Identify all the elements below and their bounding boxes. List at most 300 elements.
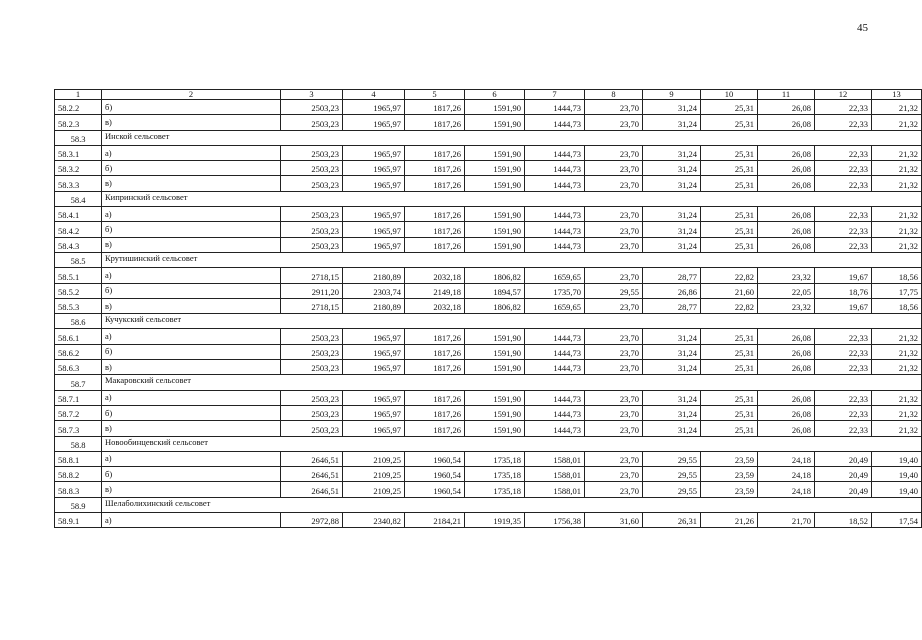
table-cell: 21,60 (701, 283, 758, 298)
row-code: 58.4.3 (55, 237, 102, 252)
table-cell: 1588,01 (525, 451, 585, 466)
row-code: 58.7 (55, 375, 102, 390)
table-cell: 1894,57 (465, 283, 525, 298)
table-cell: 21,32 (872, 145, 922, 160)
table-cell: 23,70 (585, 207, 643, 222)
row-variant: б) (102, 467, 281, 482)
table-cell: 31,24 (643, 100, 701, 115)
table-cell: 23,59 (701, 482, 758, 497)
table-cell: 1444,73 (525, 405, 585, 420)
table-cell: 23,32 (758, 268, 815, 283)
row-variant: б) (102, 344, 281, 359)
table-cell: 22,33 (815, 222, 872, 237)
table-cell: 25,31 (701, 100, 758, 115)
row-variant: а) (102, 145, 281, 160)
row-variant: в) (102, 360, 281, 375)
table-cell: 25,31 (701, 207, 758, 222)
table-cell: 1817,26 (405, 222, 465, 237)
table-row (55, 268, 922, 283)
table-cell: 26,08 (758, 145, 815, 160)
table-cell: 22,33 (815, 161, 872, 176)
table-row (55, 360, 922, 375)
table-cell: 2503,23 (281, 100, 343, 115)
column-header: 4 (343, 90, 405, 100)
page-number: 45 (857, 22, 868, 34)
row-variant: а) (102, 329, 281, 344)
section-title: Кипринский сельсовет (102, 191, 922, 206)
section-row (55, 252, 922, 267)
table-cell: 29,55 (643, 482, 701, 497)
section-row (55, 191, 922, 206)
table-cell: 31,24 (643, 390, 701, 405)
table-cell: 1591,90 (465, 145, 525, 160)
table-cell: 22,33 (815, 344, 872, 359)
table-cell: 26,08 (758, 360, 815, 375)
table-cell: 19,40 (872, 467, 922, 482)
column-header: 3 (281, 90, 343, 100)
table-cell: 22,33 (815, 329, 872, 344)
table-row (55, 482, 922, 497)
table-cell: 25,31 (701, 115, 758, 130)
table-cell: 2646,51 (281, 451, 343, 466)
table-cell: 2646,51 (281, 467, 343, 482)
table-cell: 18,52 (815, 513, 872, 528)
table-cell: 23,70 (585, 298, 643, 313)
table-cell: 1965,97 (343, 344, 405, 359)
table-cell: 26,08 (758, 421, 815, 436)
table-row (55, 100, 922, 115)
table-cell: 1817,26 (405, 100, 465, 115)
table-cell: 1817,26 (405, 405, 465, 420)
table-cell: 22,33 (815, 421, 872, 436)
table-cell: 1817,26 (405, 421, 465, 436)
table-cell: 2503,23 (281, 329, 343, 344)
row-code: 58.5 (55, 252, 102, 267)
table-header-row (55, 90, 922, 100)
table-cell: 1444,73 (525, 100, 585, 115)
table-row (55, 222, 922, 237)
table-cell: 2503,23 (281, 145, 343, 160)
section-row (55, 314, 922, 329)
table-cell: 2184,21 (405, 513, 465, 528)
row-variant: в) (102, 298, 281, 313)
table-cell: 23,70 (585, 237, 643, 252)
table-cell: 1591,90 (465, 390, 525, 405)
table-cell: 1965,97 (343, 115, 405, 130)
row-code: 58.5.2 (55, 283, 102, 298)
table-cell: 1588,01 (525, 467, 585, 482)
row-variant: б) (102, 405, 281, 420)
table-cell: 26,08 (758, 161, 815, 176)
table-cell: 25,31 (701, 390, 758, 405)
table-cell: 1817,26 (405, 145, 465, 160)
table-cell: 21,32 (872, 115, 922, 130)
column-header: 11 (758, 90, 815, 100)
table-cell: 1965,97 (343, 237, 405, 252)
table-cell: 23,70 (585, 145, 643, 160)
table-cell: 29,55 (643, 451, 701, 466)
table-cell: 23,70 (585, 344, 643, 359)
table-cell: 19,67 (815, 268, 872, 283)
section-title: Шелаболихинский сельсовет (102, 497, 922, 512)
table-cell: 1965,97 (343, 207, 405, 222)
table-cell: 2503,23 (281, 360, 343, 375)
table-cell: 1591,90 (465, 222, 525, 237)
table-cell: 1965,97 (343, 329, 405, 344)
table-cell: 21,32 (872, 421, 922, 436)
table-cell: 1735,18 (465, 451, 525, 466)
table-cell: 24,18 (758, 482, 815, 497)
table-cell: 19,40 (872, 451, 922, 466)
table-cell: 23,70 (585, 329, 643, 344)
table-cell: 21,32 (872, 176, 922, 191)
table-cell: 1965,97 (343, 405, 405, 420)
table-cell: 1444,73 (525, 145, 585, 160)
row-variant: б) (102, 100, 281, 115)
column-header: 8 (585, 90, 643, 100)
table-cell: 25,31 (701, 344, 758, 359)
table-row (55, 405, 922, 420)
table-cell: 21,32 (872, 100, 922, 115)
table-cell: 21,70 (758, 513, 815, 528)
table-cell: 31,24 (643, 222, 701, 237)
table-cell: 1444,73 (525, 176, 585, 191)
row-variant: б) (102, 161, 281, 176)
table-cell: 25,31 (701, 421, 758, 436)
table-cell: 1591,90 (465, 237, 525, 252)
row-code: 58.2.3 (55, 115, 102, 130)
table-row (55, 329, 922, 344)
table-cell: 2109,25 (343, 451, 405, 466)
table-cell: 22,82 (701, 298, 758, 313)
column-header: 7 (525, 90, 585, 100)
table-row (55, 298, 922, 313)
table-cell: 2503,23 (281, 222, 343, 237)
section-row (55, 497, 922, 512)
table-cell: 26,08 (758, 222, 815, 237)
table-cell: 22,33 (815, 360, 872, 375)
row-code: 58.5.1 (55, 268, 102, 283)
table-cell: 2032,18 (405, 268, 465, 283)
table-cell: 24,18 (758, 467, 815, 482)
row-variant: в) (102, 421, 281, 436)
table-cell: 21,32 (872, 207, 922, 222)
table-cell: 1591,90 (465, 405, 525, 420)
table-cell: 21,32 (872, 360, 922, 375)
table-cell: 21,32 (872, 405, 922, 420)
row-code: 58.8.1 (55, 451, 102, 466)
table-cell: 23,70 (585, 115, 643, 130)
table-cell: 31,24 (643, 207, 701, 222)
table-cell: 1965,97 (343, 145, 405, 160)
table-cell: 20,49 (815, 451, 872, 466)
row-code: 58.6.1 (55, 329, 102, 344)
table-row (55, 467, 922, 482)
section-row (55, 436, 922, 451)
table-cell: 26,08 (758, 405, 815, 420)
table-cell: 1817,26 (405, 237, 465, 252)
table-cell: 25,31 (701, 161, 758, 176)
table-cell: 17,54 (872, 513, 922, 528)
table-cell: 1960,54 (405, 451, 465, 466)
table-cell: 22,82 (701, 268, 758, 283)
table-cell: 31,24 (643, 344, 701, 359)
table-cell: 23,70 (585, 482, 643, 497)
table-cell: 1735,70 (525, 283, 585, 298)
row-code: 58.3 (55, 130, 102, 145)
section-row (55, 375, 922, 390)
table-cell: 26,08 (758, 100, 815, 115)
table-cell: 21,26 (701, 513, 758, 528)
row-code: 58.8 (55, 436, 102, 451)
table-row (55, 207, 922, 222)
table-cell: 1817,26 (405, 329, 465, 344)
table-cell: 1756,38 (525, 513, 585, 528)
table-row (55, 145, 922, 160)
table-cell: 2503,23 (281, 237, 343, 252)
table-cell: 20,49 (815, 482, 872, 497)
table-cell: 1591,90 (465, 207, 525, 222)
table-cell: 1591,90 (465, 115, 525, 130)
table-cell: 1817,26 (405, 161, 465, 176)
row-code: 58.5.3 (55, 298, 102, 313)
table-row (55, 390, 922, 405)
table-cell: 25,31 (701, 329, 758, 344)
table-cell: 1591,90 (465, 161, 525, 176)
table-row (55, 115, 922, 130)
table-cell: 20,49 (815, 467, 872, 482)
column-header: 9 (643, 90, 701, 100)
table-cell: 23,70 (585, 360, 643, 375)
table-cell: 29,55 (585, 283, 643, 298)
row-code: 58.4 (55, 191, 102, 206)
column-header: 5 (405, 90, 465, 100)
table-cell: 1817,26 (405, 390, 465, 405)
row-code: 58.9 (55, 497, 102, 512)
table-cell: 2109,25 (343, 482, 405, 497)
table-cell: 2032,18 (405, 298, 465, 313)
table-cell: 21,32 (872, 222, 922, 237)
table-cell: 31,60 (585, 513, 643, 528)
table-cell: 1659,65 (525, 268, 585, 283)
table-cell: 1444,73 (525, 222, 585, 237)
table-cell: 28,77 (643, 298, 701, 313)
table-cell: 22,33 (815, 390, 872, 405)
table-cell: 22,33 (815, 100, 872, 115)
table-cell: 26,08 (758, 329, 815, 344)
table-cell: 2340,82 (343, 513, 405, 528)
table-row (55, 176, 922, 191)
table-cell: 1965,97 (343, 161, 405, 176)
table-cell: 23,70 (585, 451, 643, 466)
table-cell: 23,59 (701, 467, 758, 482)
table-cell: 19,40 (872, 482, 922, 497)
row-code: 58.6 (55, 314, 102, 329)
section-title: Макаровский сельсовет (102, 375, 922, 390)
row-code: 58.9.1 (55, 513, 102, 528)
table-cell: 2972,88 (281, 513, 343, 528)
table-cell: 23,70 (585, 268, 643, 283)
table-cell: 25,31 (701, 176, 758, 191)
table-row (55, 161, 922, 176)
row-code: 58.2.2 (55, 100, 102, 115)
section-title: Новообинцевский сельсовет (102, 436, 922, 451)
table-cell: 1960,54 (405, 467, 465, 482)
column-header: 6 (465, 90, 525, 100)
table-cell: 1960,54 (405, 482, 465, 497)
table-cell: 1965,97 (343, 360, 405, 375)
table-cell: 1444,73 (525, 115, 585, 130)
table-cell: 22,33 (815, 237, 872, 252)
table-row (55, 451, 922, 466)
row-variant: в) (102, 115, 281, 130)
table-cell: 26,08 (758, 207, 815, 222)
table-cell: 31,24 (643, 421, 701, 436)
table-cell: 1444,73 (525, 390, 585, 405)
table-cell: 23,70 (585, 390, 643, 405)
table-cell: 31,24 (643, 237, 701, 252)
table-cell: 1444,73 (525, 360, 585, 375)
table-cell: 1444,73 (525, 237, 585, 252)
table-cell: 22,33 (815, 176, 872, 191)
table-cell: 1965,97 (343, 390, 405, 405)
row-code: 58.8.2 (55, 467, 102, 482)
table-cell: 1659,65 (525, 298, 585, 313)
table-cell: 26,86 (643, 283, 701, 298)
table-cell: 1591,90 (465, 176, 525, 191)
column-header: 12 (815, 90, 872, 100)
table-cell: 25,31 (701, 360, 758, 375)
table-cell: 22,33 (815, 115, 872, 130)
table-cell: 19,67 (815, 298, 872, 313)
section-row (55, 130, 922, 145)
table-cell: 1444,73 (525, 344, 585, 359)
table-cell: 22,05 (758, 283, 815, 298)
table-cell: 26,08 (758, 115, 815, 130)
table-cell: 2718,15 (281, 268, 343, 283)
table-cell: 2503,23 (281, 344, 343, 359)
table-cell: 22,33 (815, 405, 872, 420)
table-cell: 1591,90 (465, 360, 525, 375)
row-code: 58.7.1 (55, 390, 102, 405)
table-cell: 23,32 (758, 298, 815, 313)
row-code: 58.6.2 (55, 344, 102, 359)
table-cell: 25,31 (701, 237, 758, 252)
table-cell: 2503,23 (281, 405, 343, 420)
table-cell: 26,08 (758, 237, 815, 252)
table-cell: 18,76 (815, 283, 872, 298)
row-variant: а) (102, 207, 281, 222)
table-cell: 2303,74 (343, 283, 405, 298)
table-cell: 2911,20 (281, 283, 343, 298)
table-cell: 24,18 (758, 451, 815, 466)
table-cell: 18,56 (872, 298, 922, 313)
table-cell: 2503,23 (281, 390, 343, 405)
table-cell: 1735,18 (465, 467, 525, 482)
column-header: 1 (55, 90, 102, 100)
table-cell: 2503,23 (281, 421, 343, 436)
table-cell: 1591,90 (465, 421, 525, 436)
table-cell: 31,24 (643, 329, 701, 344)
table-cell: 2503,23 (281, 115, 343, 130)
column-header: 10 (701, 90, 758, 100)
row-code: 58.3.1 (55, 145, 102, 160)
table-cell: 1817,26 (405, 176, 465, 191)
table-cell: 23,70 (585, 161, 643, 176)
table-cell: 25,31 (701, 222, 758, 237)
table-cell: 31,24 (643, 145, 701, 160)
table-cell: 31,24 (643, 176, 701, 191)
table-cell: 23,70 (585, 222, 643, 237)
table-cell: 18,56 (872, 268, 922, 283)
table-cell: 1591,90 (465, 344, 525, 359)
table-cell: 2180,89 (343, 298, 405, 313)
row-variant: а) (102, 390, 281, 405)
table-row (55, 283, 922, 298)
table-cell: 2180,89 (343, 268, 405, 283)
table-cell: 26,08 (758, 344, 815, 359)
table-cell: 25,31 (701, 405, 758, 420)
section-title: Кучукский сельсовет (102, 314, 922, 329)
table-cell: 21,32 (872, 344, 922, 359)
table-cell: 22,33 (815, 207, 872, 222)
table-cell: 21,32 (872, 390, 922, 405)
table-cell: 23,70 (585, 467, 643, 482)
table-cell: 1965,97 (343, 421, 405, 436)
table-cell: 2109,25 (343, 467, 405, 482)
row-variant: а) (102, 451, 281, 466)
row-code: 58.7.3 (55, 421, 102, 436)
table-cell: 23,70 (585, 100, 643, 115)
table-cell: 1735,18 (465, 482, 525, 497)
section-title: Крутишинский сельсовет (102, 252, 922, 267)
row-variant: а) (102, 513, 281, 528)
row-code: 58.8.3 (55, 482, 102, 497)
table-cell: 1591,90 (465, 329, 525, 344)
row-code: 58.6.3 (55, 360, 102, 375)
table-cell: 26,08 (758, 390, 815, 405)
table-row (55, 513, 922, 528)
table-cell: 1806,82 (465, 268, 525, 283)
table-cell: 29,55 (643, 467, 701, 482)
column-header: 2 (102, 90, 281, 100)
row-variant: б) (102, 283, 281, 298)
row-variant: в) (102, 482, 281, 497)
row-variant: в) (102, 237, 281, 252)
table-cell: 23,70 (585, 405, 643, 420)
table-cell: 23,70 (585, 176, 643, 191)
table-cell: 1591,90 (465, 100, 525, 115)
table-cell: 2503,23 (281, 207, 343, 222)
table-cell: 31,24 (643, 405, 701, 420)
table-cell: 2149,18 (405, 283, 465, 298)
table-cell: 1965,97 (343, 176, 405, 191)
table-cell: 1817,26 (405, 344, 465, 359)
table-cell: 21,32 (872, 237, 922, 252)
row-variant: а) (102, 268, 281, 283)
table-cell: 26,08 (758, 176, 815, 191)
table-cell: 31,24 (643, 360, 701, 375)
table-cell: 1806,82 (465, 298, 525, 313)
table-cell: 23,59 (701, 451, 758, 466)
table-cell: 2718,15 (281, 298, 343, 313)
row-code: 58.4.1 (55, 207, 102, 222)
row-code: 58.7.2 (55, 405, 102, 420)
row-variant: б) (102, 222, 281, 237)
table-cell: 25,31 (701, 145, 758, 160)
tariff-table (54, 89, 922, 528)
row-code: 58.4.2 (55, 222, 102, 237)
